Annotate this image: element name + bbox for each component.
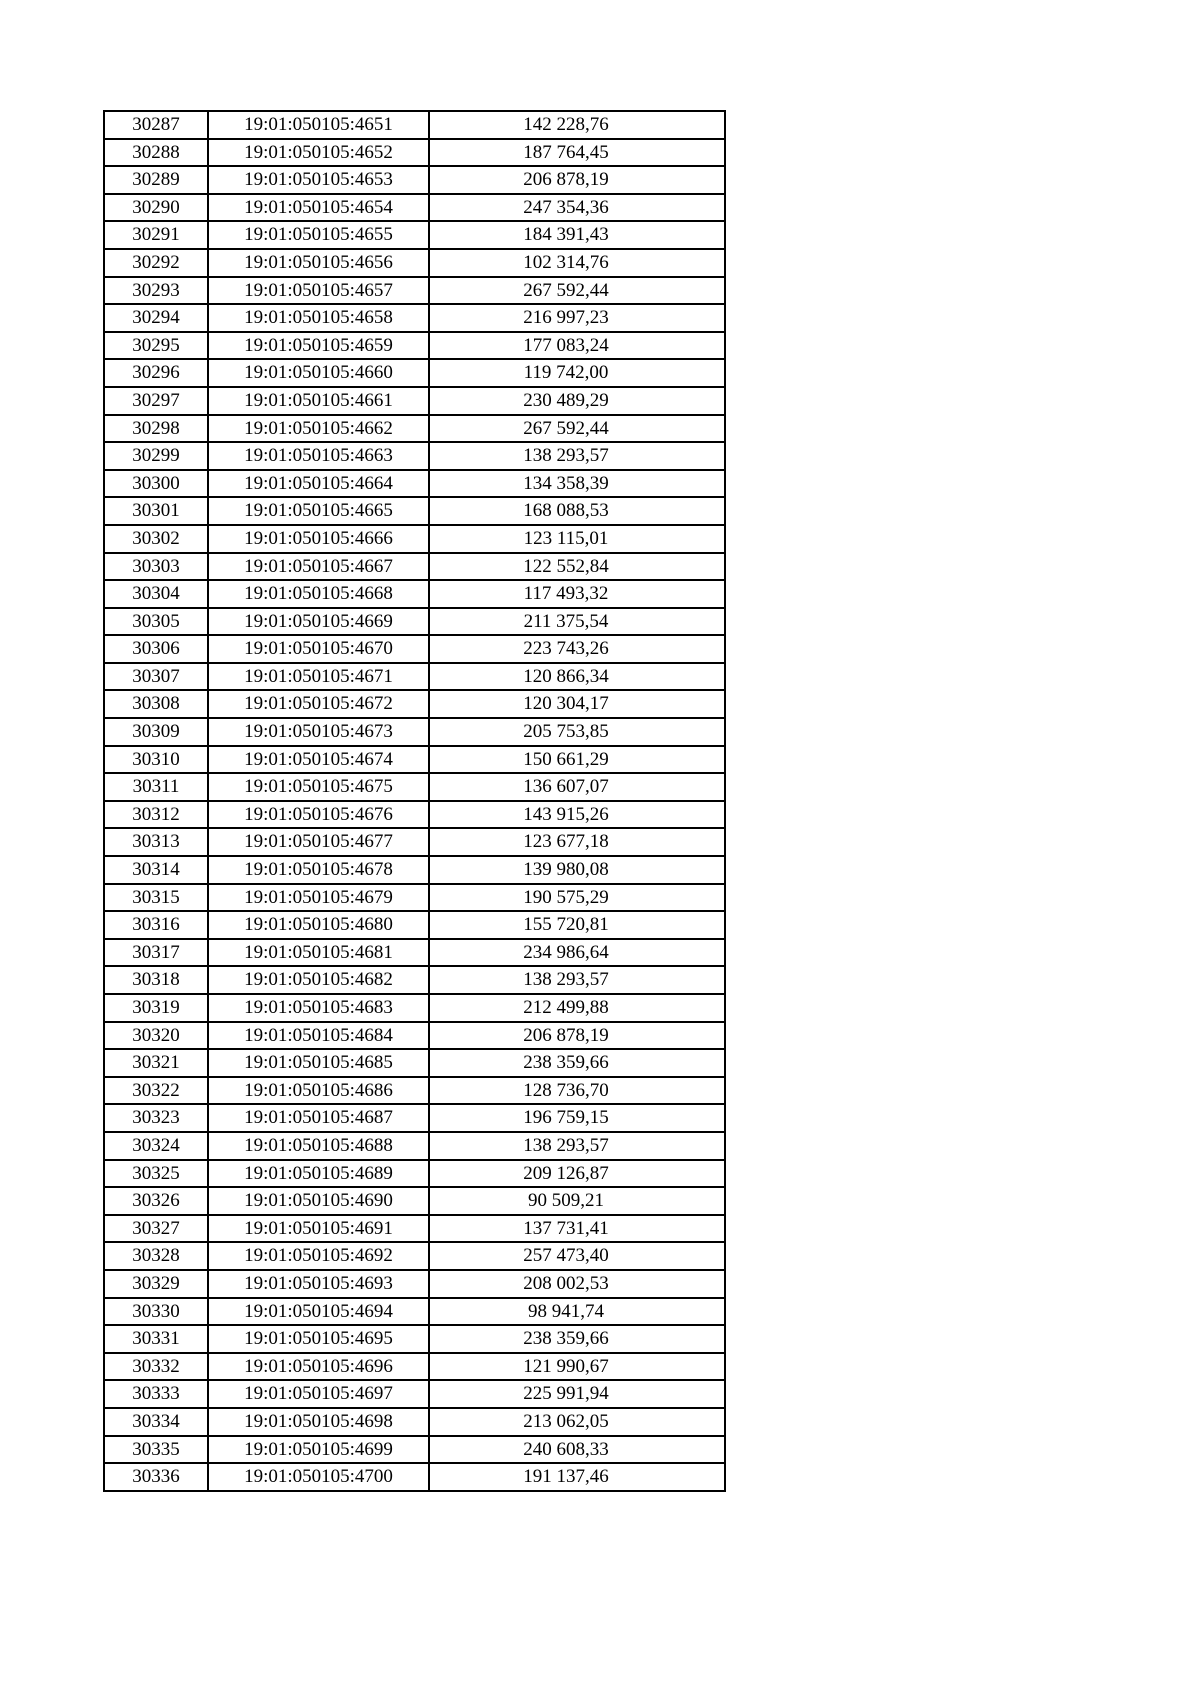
cadastral-value-cell: 138 293,57 — [429, 442, 725, 470]
cadastral-value-cell: 206 878,19 — [429, 1022, 725, 1050]
cadastral-number-cell: 19:01:050105:4700 — [208, 1463, 429, 1491]
cadastral-number-cell: 19:01:050105:4670 — [208, 635, 429, 663]
row-number-cell: 30304 — [104, 580, 208, 608]
cadastral-value-cell: 230 489,29 — [429, 387, 725, 415]
cadastral-number-cell: 19:01:050105:4675 — [208, 773, 429, 801]
row-number-cell: 30296 — [104, 359, 208, 387]
table-row — [104, 1104, 725, 1132]
cadastral-number-cell: 19:01:050105:4683 — [208, 994, 429, 1022]
cadastral-number-cell: 19:01:050105:4679 — [208, 884, 429, 912]
cadastral-value-cell: 225 991,94 — [429, 1380, 725, 1408]
table-row — [104, 249, 725, 277]
row-number-cell: 30291 — [104, 221, 208, 249]
row-number-cell: 30332 — [104, 1353, 208, 1381]
cadastral-number-cell: 19:01:050105:4658 — [208, 304, 429, 332]
cadastral-value-cell: 120 304,17 — [429, 690, 725, 718]
table-row — [104, 1187, 725, 1215]
cadastral-number-cell: 19:01:050105:4693 — [208, 1270, 429, 1298]
row-number-cell: 30306 — [104, 635, 208, 663]
table-row — [104, 332, 725, 360]
cadastral-value-cell: 142 228,76 — [429, 111, 725, 139]
cadastral-number-cell: 19:01:050105:4692 — [208, 1242, 429, 1270]
table-row — [104, 690, 725, 718]
table-row — [104, 277, 725, 305]
cadastral-value-cell: 119 742,00 — [429, 359, 725, 387]
row-number-cell: 30319 — [104, 994, 208, 1022]
cadastral-value-cell: 155 720,81 — [429, 911, 725, 939]
cadastral-number-cell: 19:01:050105:4652 — [208, 139, 429, 167]
cadastral-number-cell: 19:01:050105:4657 — [208, 277, 429, 305]
table-row — [104, 1077, 725, 1105]
cadastral-value-cell: 212 499,88 — [429, 994, 725, 1022]
cadastral-number-cell: 19:01:050105:4690 — [208, 1187, 429, 1215]
cadastral-number-cell: 19:01:050105:4698 — [208, 1408, 429, 1436]
row-number-cell: 30321 — [104, 1049, 208, 1077]
row-number-cell: 30313 — [104, 828, 208, 856]
cadastral-value-cell: 122 552,84 — [429, 553, 725, 581]
cadastral-value-cell: 98 941,74 — [429, 1298, 725, 1326]
table-row — [104, 553, 725, 581]
cadastral-value-cell: 234 986,64 — [429, 939, 725, 967]
table-row — [104, 1436, 725, 1464]
cadastral-number-cell: 19:01:050105:4688 — [208, 1132, 429, 1160]
row-number-cell: 30335 — [104, 1436, 208, 1464]
row-number-cell: 30327 — [104, 1215, 208, 1243]
cadastral-number-cell: 19:01:050105:4691 — [208, 1215, 429, 1243]
row-number-cell: 30305 — [104, 608, 208, 636]
cadastral-value-cell: 143 915,26 — [429, 801, 725, 829]
table-row — [104, 884, 725, 912]
table-row — [104, 663, 725, 691]
cadastral-value-cell: 209 126,87 — [429, 1160, 725, 1188]
table-row — [104, 221, 725, 249]
row-number-cell: 30299 — [104, 442, 208, 470]
row-number-cell: 30316 — [104, 911, 208, 939]
cadastral-number-cell: 19:01:050105:4674 — [208, 746, 429, 774]
row-number-cell: 30330 — [104, 1298, 208, 1326]
row-number-cell: 30314 — [104, 856, 208, 884]
row-number-cell: 30315 — [104, 884, 208, 912]
row-number-cell: 30336 — [104, 1463, 208, 1491]
table-row — [104, 304, 725, 332]
table-row — [104, 1380, 725, 1408]
cadastral-value-cell: 128 736,70 — [429, 1077, 725, 1105]
cadastral-number-cell: 19:01:050105:4665 — [208, 497, 429, 525]
row-number-cell: 30287 — [104, 111, 208, 139]
cadastral-number-cell: 19:01:050105:4697 — [208, 1380, 429, 1408]
row-number-cell: 30290 — [104, 194, 208, 222]
row-number-cell: 30309 — [104, 718, 208, 746]
row-number-cell: 30300 — [104, 470, 208, 498]
cadastral-value-cell: 123 677,18 — [429, 828, 725, 856]
cadastral-number-cell: 19:01:050105:4694 — [208, 1298, 429, 1326]
table-row — [104, 1160, 725, 1188]
table-row — [104, 1298, 725, 1326]
cadastral-value-table — [103, 110, 726, 1492]
cadastral-number-cell: 19:01:050105:4695 — [208, 1325, 429, 1353]
cadastral-value-cell: 117 493,32 — [429, 580, 725, 608]
row-number-cell: 30329 — [104, 1270, 208, 1298]
cadastral-value-cell: 206 878,19 — [429, 166, 725, 194]
cadastral-number-cell: 19:01:050105:4676 — [208, 801, 429, 829]
table-row — [104, 442, 725, 470]
table-row — [104, 1463, 725, 1491]
row-number-cell: 30295 — [104, 332, 208, 360]
row-number-cell: 30331 — [104, 1325, 208, 1353]
cadastral-value-cell: 138 293,57 — [429, 966, 725, 994]
table-row — [104, 773, 725, 801]
cadastral-number-cell: 19:01:050105:4681 — [208, 939, 429, 967]
cadastral-value-cell: 191 137,46 — [429, 1463, 725, 1491]
cadastral-number-cell: 19:01:050105:4699 — [208, 1436, 429, 1464]
row-number-cell: 30328 — [104, 1242, 208, 1270]
cadastral-value-cell: 102 314,76 — [429, 249, 725, 277]
table-row — [104, 1132, 725, 1160]
cadastral-number-cell: 19:01:050105:4666 — [208, 525, 429, 553]
cadastral-number-cell: 19:01:050105:4654 — [208, 194, 429, 222]
cadastral-number-cell: 19:01:050105:4678 — [208, 856, 429, 884]
row-number-cell: 30303 — [104, 553, 208, 581]
cadastral-value-cell: 136 607,07 — [429, 773, 725, 801]
cadastral-number-cell: 19:01:050105:4671 — [208, 663, 429, 691]
table-row — [104, 608, 725, 636]
table-row — [104, 828, 725, 856]
cadastral-number-cell: 19:01:050105:4651 — [208, 111, 429, 139]
table-row — [104, 1242, 725, 1270]
cadastral-number-cell: 19:01:050105:4685 — [208, 1049, 429, 1077]
cadastral-value-cell: 208 002,53 — [429, 1270, 725, 1298]
table-row — [104, 939, 725, 967]
cadastral-number-cell: 19:01:050105:4669 — [208, 608, 429, 636]
table-row — [104, 1022, 725, 1050]
table-row — [104, 194, 725, 222]
cadastral-number-cell: 19:01:050105:4680 — [208, 911, 429, 939]
cadastral-value-cell: 123 115,01 — [429, 525, 725, 553]
table-row — [104, 801, 725, 829]
row-number-cell: 30320 — [104, 1022, 208, 1050]
cadastral-value-cell: 238 359,66 — [429, 1049, 725, 1077]
cadastral-value-cell: 205 753,85 — [429, 718, 725, 746]
cadastral-value-cell: 267 592,44 — [429, 415, 725, 443]
row-number-cell: 30298 — [104, 415, 208, 443]
cadastral-number-cell: 19:01:050105:4686 — [208, 1077, 429, 1105]
cadastral-value-cell: 139 980,08 — [429, 856, 725, 884]
cadastral-value-cell: 211 375,54 — [429, 608, 725, 636]
cadastral-value-cell: 137 731,41 — [429, 1215, 725, 1243]
table-row — [104, 746, 725, 774]
table-row — [104, 470, 725, 498]
row-number-cell: 30311 — [104, 773, 208, 801]
cadastral-number-cell: 19:01:050105:4682 — [208, 966, 429, 994]
row-number-cell: 30294 — [104, 304, 208, 332]
row-number-cell: 30334 — [104, 1408, 208, 1436]
cadastral-value-cell: 187 764,45 — [429, 139, 725, 167]
table-row — [104, 1270, 725, 1298]
row-number-cell: 30292 — [104, 249, 208, 277]
cadastral-value-cell: 184 391,43 — [429, 221, 725, 249]
row-number-cell: 30310 — [104, 746, 208, 774]
table-row — [104, 111, 725, 139]
table-row — [104, 1325, 725, 1353]
cadastral-number-cell: 19:01:050105:4663 — [208, 442, 429, 470]
table-row — [104, 718, 725, 746]
cadastral-value-cell: 120 866,34 — [429, 663, 725, 691]
row-number-cell: 30333 — [104, 1380, 208, 1408]
cadastral-number-cell: 19:01:050105:4696 — [208, 1353, 429, 1381]
table-row — [104, 1408, 725, 1436]
cadastral-number-cell: 19:01:050105:4661 — [208, 387, 429, 415]
table-row — [104, 994, 725, 1022]
table-row — [104, 911, 725, 939]
cadastral-value-cell: 238 359,66 — [429, 1325, 725, 1353]
cadastral-value-cell: 150 661,29 — [429, 746, 725, 774]
table-row — [104, 497, 725, 525]
cadastral-number-cell: 19:01:050105:4655 — [208, 221, 429, 249]
cadastral-number-cell: 19:01:050105:4660 — [208, 359, 429, 387]
cadastral-value-cell: 168 088,53 — [429, 497, 725, 525]
row-number-cell: 30317 — [104, 939, 208, 967]
cadastral-value-cell: 90 509,21 — [429, 1187, 725, 1215]
cadastral-value-cell: 138 293,57 — [429, 1132, 725, 1160]
cadastral-number-cell: 19:01:050105:4689 — [208, 1160, 429, 1188]
row-number-cell: 30312 — [104, 801, 208, 829]
table-row — [104, 415, 725, 443]
cadastral-number-cell: 19:01:050105:4684 — [208, 1022, 429, 1050]
cadastral-value-cell: 257 473,40 — [429, 1242, 725, 1270]
table-row — [104, 525, 725, 553]
table-row — [104, 1353, 725, 1381]
row-number-cell: 30308 — [104, 690, 208, 718]
row-number-cell: 30325 — [104, 1160, 208, 1188]
cadastral-value-cell: 190 575,29 — [429, 884, 725, 912]
row-number-cell: 30301 — [104, 497, 208, 525]
row-number-cell: 30289 — [104, 166, 208, 194]
cadastral-number-cell: 19:01:050105:4677 — [208, 828, 429, 856]
table-row — [104, 139, 725, 167]
row-number-cell: 30318 — [104, 966, 208, 994]
row-number-cell: 30297 — [104, 387, 208, 415]
table-row — [104, 635, 725, 663]
table-body — [104, 111, 725, 1491]
table-row — [104, 1215, 725, 1243]
cadastral-number-cell: 19:01:050105:4672 — [208, 690, 429, 718]
table-row — [104, 387, 725, 415]
row-number-cell: 30323 — [104, 1104, 208, 1132]
table-row — [104, 1049, 725, 1077]
row-number-cell: 30307 — [104, 663, 208, 691]
table-row — [104, 856, 725, 884]
cadastral-value-cell: 177 083,24 — [429, 332, 725, 360]
row-number-cell: 30322 — [104, 1077, 208, 1105]
cadastral-number-cell: 19:01:050105:4673 — [208, 718, 429, 746]
row-number-cell: 30288 — [104, 139, 208, 167]
table-row — [104, 580, 725, 608]
cadastral-value-cell: 213 062,05 — [429, 1408, 725, 1436]
cadastral-number-cell: 19:01:050105:4664 — [208, 470, 429, 498]
cadastral-value-cell: 247 354,36 — [429, 194, 725, 222]
cadastral-number-cell: 19:01:050105:4687 — [208, 1104, 429, 1132]
cadastral-number-cell: 19:01:050105:4662 — [208, 415, 429, 443]
row-number-cell: 30302 — [104, 525, 208, 553]
cadastral-value-cell: 267 592,44 — [429, 277, 725, 305]
cadastral-number-cell: 19:01:050105:4668 — [208, 580, 429, 608]
cadastral-value-cell: 134 358,39 — [429, 470, 725, 498]
cadastral-number-cell: 19:01:050105:4656 — [208, 249, 429, 277]
row-number-cell: 30326 — [104, 1187, 208, 1215]
table-row — [104, 166, 725, 194]
cadastral-number-cell: 19:01:050105:4659 — [208, 332, 429, 360]
row-number-cell: 30324 — [104, 1132, 208, 1160]
cadastral-value-cell: 223 743,26 — [429, 635, 725, 663]
table-row — [104, 359, 725, 387]
cadastral-value-cell: 196 759,15 — [429, 1104, 725, 1132]
cadastral-number-cell: 19:01:050105:4653 — [208, 166, 429, 194]
cadastral-value-cell: 121 990,67 — [429, 1353, 725, 1381]
row-number-cell: 30293 — [104, 277, 208, 305]
cadastral-number-cell: 19:01:050105:4667 — [208, 553, 429, 581]
cadastral-value-cell: 240 608,33 — [429, 1436, 725, 1464]
table-row — [104, 966, 725, 994]
cadastral-value-cell: 216 997,23 — [429, 304, 725, 332]
